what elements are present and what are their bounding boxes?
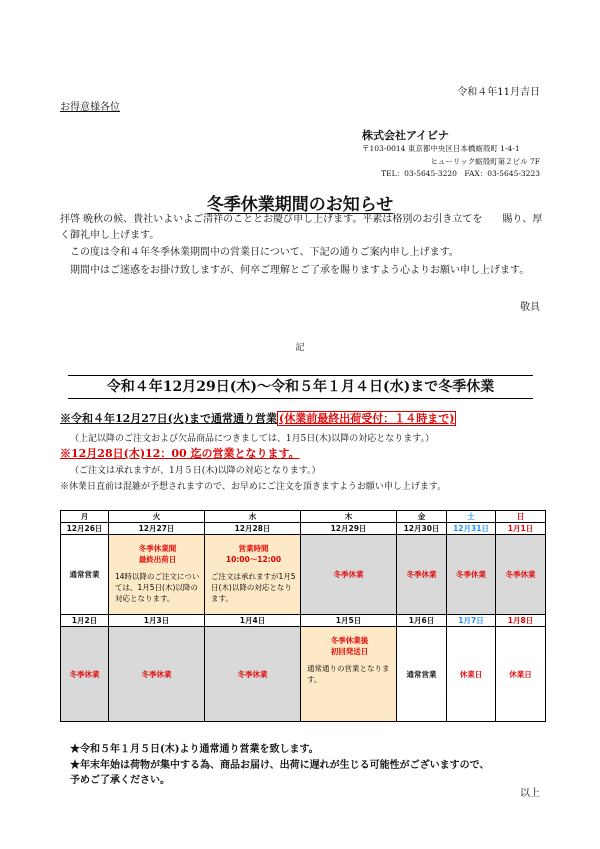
status-cell: 通常営業 bbox=[61, 535, 109, 615]
date-cell: 12月28日 bbox=[205, 523, 301, 535]
date-cell: 1月4日 bbox=[205, 615, 301, 627]
status-cell: 冬季休業 bbox=[61, 627, 109, 722]
notice-line-1-deadline: (休業前最終出荷受付：１４時まで) bbox=[279, 412, 455, 425]
address-line-1: 〒103-0014 東京都中央区日本橋蛎殻町 1-4-1 bbox=[362, 144, 520, 153]
recipient: お得意様各位 bbox=[60, 102, 120, 113]
date-cell: 12月27日 bbox=[109, 523, 205, 535]
status-cell: 冬季休業 bbox=[496, 535, 546, 615]
calendar-week2-status bbox=[61, 627, 546, 722]
short-hours-body: ご注文は承れますが1月5日(木)以降の対応となります。 bbox=[211, 572, 296, 603]
weekday-sun: 日 bbox=[496, 511, 546, 523]
ki-marker: 記 bbox=[295, 343, 305, 353]
date-cell: 12月31日 bbox=[447, 523, 496, 535]
headline-text: 令和４年12月29日(木)～令和５年１月４日(水)まで冬季休業 bbox=[106, 379, 495, 395]
calendar-weekday-row bbox=[61, 511, 546, 523]
weekday-mon: 月 bbox=[61, 511, 109, 523]
notice-line-4: （ご注文は承れますが、1月５日(木)以降の対応となります。） bbox=[70, 466, 321, 476]
status-cell: 冬季休業 bbox=[301, 535, 397, 615]
issue-date: 令和４年11月吉日 bbox=[457, 87, 540, 98]
calendar-week1-status bbox=[61, 535, 546, 615]
date-cell: 12月26日 bbox=[61, 523, 109, 535]
date-cell: 1月3日 bbox=[109, 615, 205, 627]
status-cell: 休業日 bbox=[496, 627, 546, 722]
weekday-sat: 土 bbox=[447, 511, 496, 523]
status-cell: 冬季休業 bbox=[205, 627, 301, 722]
date-cell: 1月2日 bbox=[61, 615, 109, 627]
closing-keigu: 敬具 bbox=[520, 302, 540, 313]
date-cell: 1月5日 bbox=[301, 615, 397, 627]
date-cell: 1月8日 bbox=[496, 615, 546, 627]
paragraph-intro: この度は令和４年冬季休業期間中の営業日について、下記の通りご案内申し上げます。 bbox=[70, 247, 459, 258]
weekday-wed: 水 bbox=[205, 511, 301, 523]
date-cell: 12月30日 bbox=[397, 523, 447, 535]
last-shipping-body: 14時以降のご注文については、1月5日(木)以降の対応となります。 bbox=[115, 572, 200, 603]
status-cell: 冬季休業 bbox=[397, 535, 447, 615]
first-shipping-body: 通常通りの営業となります。 bbox=[307, 664, 390, 684]
closing-ijou: 以上 bbox=[520, 788, 540, 799]
holiday-headline bbox=[68, 375, 533, 399]
status-cell: 冬季休業 bbox=[447, 535, 496, 615]
weekday-thu: 木 bbox=[301, 511, 397, 523]
notice-line-3: ※12月28日(木)12：00 迄の営業となります。 bbox=[60, 447, 300, 460]
paragraph-greeting: 拝啓 晩秋の候、貴社いよいよご清祥のこととお慶び申し上げます。平素は格別のお引き立てを 賜り、厚く御礼申し上げます。 bbox=[60, 214, 543, 241]
footer-note-1: ★令和５年１月５日(木)より通常通り営業を致します。 bbox=[70, 744, 319, 755]
first-shipping-title: 冬季休業後 初回発送日 bbox=[330, 636, 369, 656]
date-cell: 1月7日 bbox=[447, 615, 496, 627]
date-cell: 1月1日 bbox=[496, 523, 546, 535]
notice-line-1 bbox=[60, 410, 456, 426]
date-cell: 12月29日 bbox=[301, 523, 397, 535]
date-cell: 1月6日 bbox=[397, 615, 447, 627]
calendar-week2-dates bbox=[61, 615, 546, 627]
last-shipping-day-cell bbox=[109, 535, 205, 615]
last-shipping-title: 冬季休業間 最終出荷日 bbox=[138, 544, 177, 564]
footer-note-2: ★年末年始は荷物が集中する為、商品お届け、出荷に遅れが生じる可能性がございますので、 bbox=[70, 760, 490, 771]
tel-fax: TEL：03-5645-3220 FAX：03-5645-3223 bbox=[381, 169, 540, 178]
status-cell: 冬季休業 bbox=[109, 627, 205, 722]
status-cell: 休業日 bbox=[447, 627, 496, 722]
weekday-tue: 火 bbox=[109, 511, 205, 523]
status-cell: 通常営業 bbox=[397, 627, 447, 722]
company-name: 株式会社アイビナ bbox=[362, 129, 450, 142]
address-line-2: ヒューリック蛎殻町第２ビル 7F bbox=[430, 157, 540, 166]
holiday-calendar bbox=[60, 510, 546, 722]
document-title: 冬季休業期間のお知らせ bbox=[206, 195, 394, 215]
paragraph-request: 期間中はご迷惑をお掛け致しますが、何卒ご理解とご了承を賜りますよう心よりお願い申し上げます。 bbox=[70, 265, 530, 276]
short-hours-cell bbox=[205, 535, 301, 615]
notice-line-2: （上記以降のご注文および欠品商品につきましては、1月5日(木)以降の対応となります。） bbox=[70, 434, 435, 444]
calendar-week1-dates bbox=[61, 523, 546, 535]
short-hours-title: 営業時間 10:00～12:00 bbox=[225, 544, 282, 564]
notice-line-5: ※休業日直前は混雑が予想されますので、お早めにご注文を頂きますようお願い申し上げます。 bbox=[60, 482, 447, 492]
footer-note-3: 予めご了承ください。 bbox=[70, 775, 170, 786]
notice-line-1-text: ※令和４年12月27日(火)まで通常通り営業 bbox=[60, 412, 278, 425]
weekday-fri: 金 bbox=[397, 511, 447, 523]
first-shipping-day-cell bbox=[301, 627, 397, 722]
